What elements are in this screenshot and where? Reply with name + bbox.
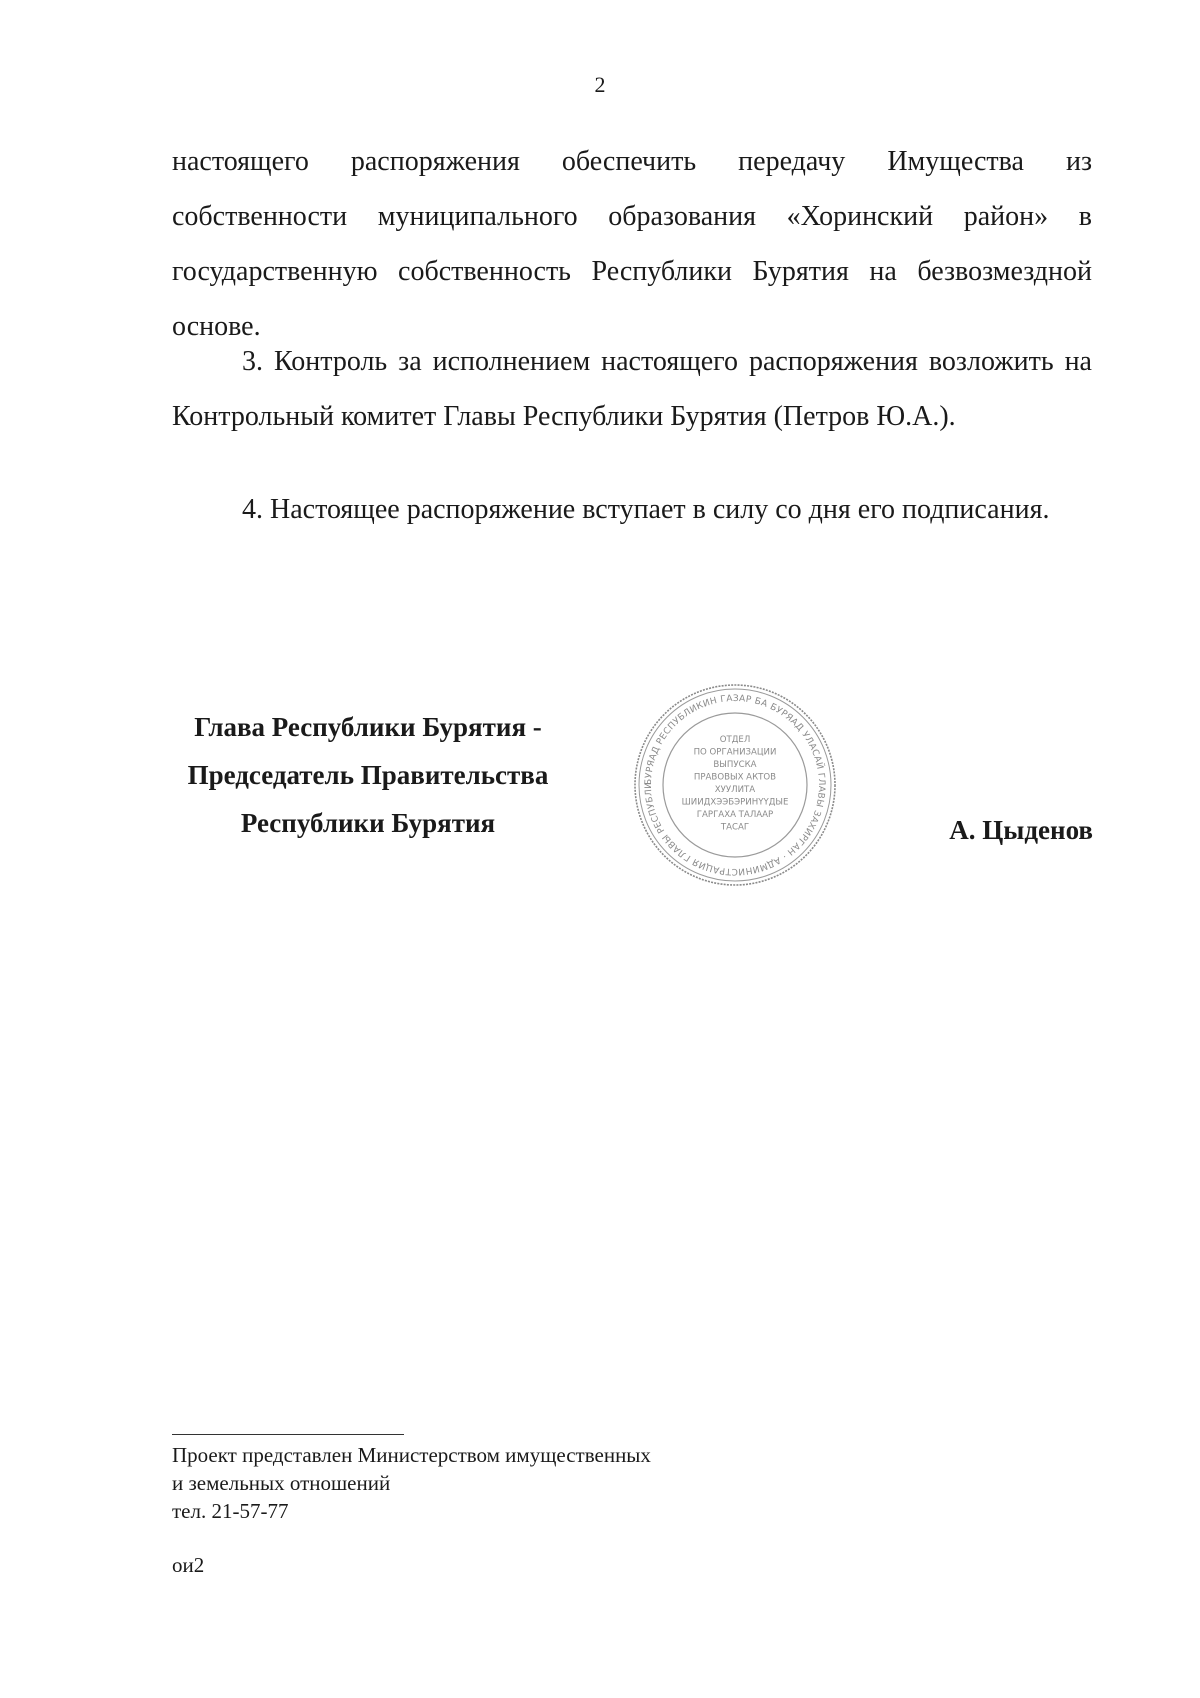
footnote-line-1: Проект представлен Министерством имущественных xyxy=(172,1443,651,1467)
page-number: 2 xyxy=(594,72,606,97)
signatory-title-line-3: Республики Бурятия xyxy=(240,808,496,838)
official-seal xyxy=(630,680,840,890)
seal-center-line: ШИИДХЭЭБЭРИНҮҮДЫЕ xyxy=(681,797,789,808)
paragraph-control-clause: 3. Контроль за исполнением настоящего распоряжения возложить на Контрольный комитет Главы Республики Бурятия (Петров Ю.А.). xyxy=(172,346,1092,432)
seal-center-line: ГАРГАХА ТАЛААР xyxy=(696,810,774,820)
seal-center-line: ТАСАГ xyxy=(720,822,750,833)
document-code: ои2 xyxy=(172,1553,205,1577)
official-seal-graphic xyxy=(630,680,840,890)
seal-center-line: ПРАВОВЫХ АКТОВ xyxy=(693,772,777,783)
seal-center-line: ВЫПУСКА xyxy=(713,760,757,770)
seal-center-line: ПО ОРГАНИЗАЦИИ xyxy=(693,747,777,758)
signer-name: А. Цыденов xyxy=(949,815,1093,845)
footnote-line-3: тел. 21-57-77 xyxy=(172,1499,289,1523)
footnote xyxy=(172,1441,651,1525)
seal-center-line: ОТДЕЛ xyxy=(719,735,751,745)
footnote-divider xyxy=(172,1434,404,1435)
seal-ring-text: БУРЯАД РЕСПУБЛИКИН ГАЗАР БА БУРЯАД УЛАСАЙ ГЛАВЫ ЗАХИРГАН · АДМИНИСТРАЦИЯ ГЛАВЫ РЕСПУБЛИ xyxy=(643,693,827,877)
seal-center-line: ХУУЛИТА xyxy=(714,785,756,795)
signatory-title-line-2: Председатель Правительства xyxy=(187,760,549,790)
signatory-title xyxy=(172,703,564,847)
signatory-title-line-1: Глава Республики Бурятия - xyxy=(194,712,542,742)
paragraph-continuation: настоящего распоряжения обеспечить передачу Имущества из собственности муниципального образования «Хоринский район» в государственную собственность Республики Бурятия на безвозмездной основе. xyxy=(172,146,1092,342)
footnote-line-2: и земельных отношений xyxy=(172,1471,391,1495)
paragraph-effective-clause: 4. Настоящее распоряжение вступает в силу со дня его подписания. xyxy=(242,494,1050,525)
seal-center-text xyxy=(682,735,789,833)
